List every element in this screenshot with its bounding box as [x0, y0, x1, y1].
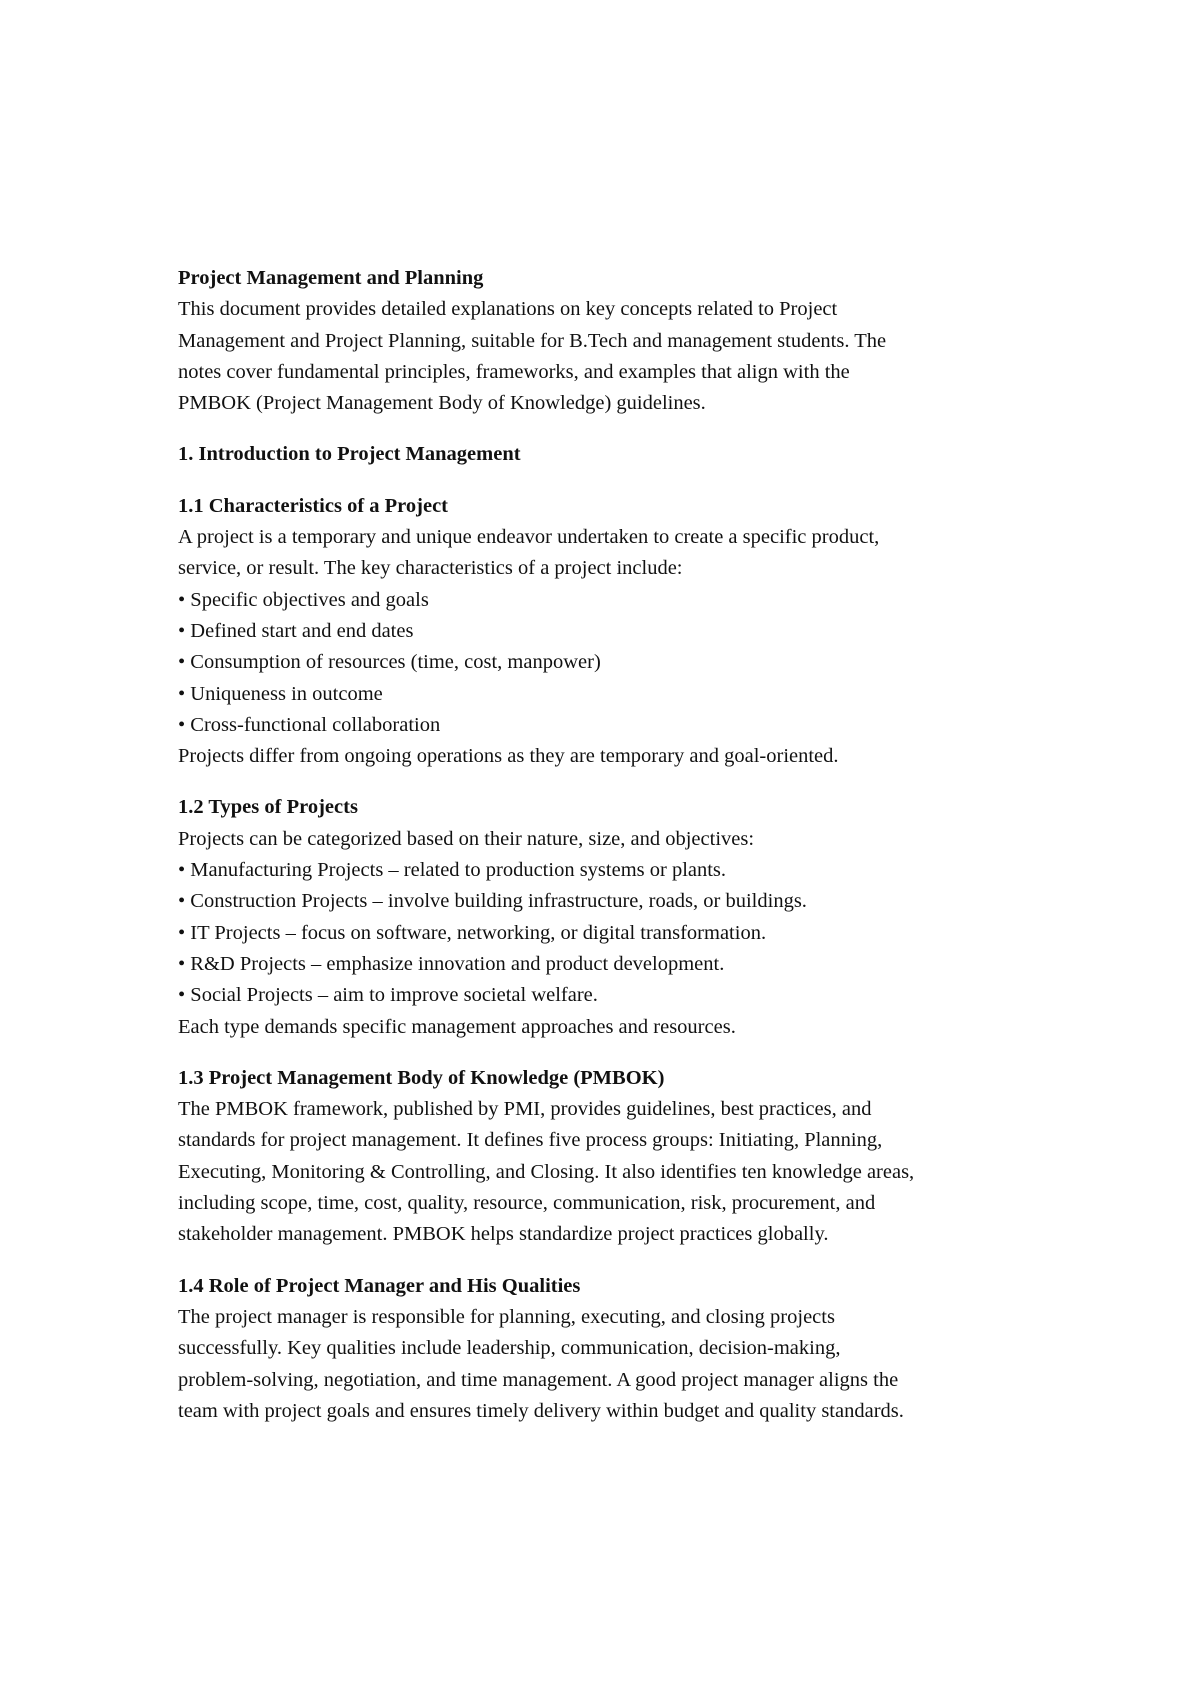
section-1-heading: 1. Introduction to Project Management	[178, 443, 521, 466]
section-1-1-line: Projects differ from ongoing operations as they are temporary and goal-oriented.	[178, 745, 839, 768]
intro-line: This document provides detailed explanations on key concepts related to Project	[178, 298, 838, 321]
bullet-item: • Defined start and end dates	[178, 619, 414, 642]
bullet-item: • Specific objectives and goals	[178, 588, 429, 611]
bullet-item: • Cross-functional collaboration	[178, 713, 441, 736]
section-1-3-line: standards for project management. It defines five process groups: Initiating, Planning,	[178, 1129, 883, 1152]
section-1-3-line: Executing, Monitoring & Controlling, and Closing. It also identifies ten knowledge areas,	[178, 1160, 915, 1183]
section-1-4-heading: 1.4 Role of Project Manager and His Qualities	[178, 1274, 581, 1297]
bullet-item: • Manufacturing Projects – related to production systems or plants.	[178, 859, 727, 882]
section-1-3-line: stakeholder management. PMBOK helps standardize project practices globally.	[178, 1223, 829, 1246]
bullet-item: • Construction Projects – involve building infrastructure, roads, or buildings.	[178, 890, 807, 913]
document-title: Project Management and Planning	[178, 267, 484, 289]
section-1-1-line: service, or result. The key characteristics of a project include:	[178, 557, 683, 580]
section-1-4-line: successfully. Key qualities include leadership, communication, decision-making,	[178, 1337, 841, 1360]
section-1-2-line: Projects can be categorized based on their nature, size, and objectives:	[178, 827, 755, 850]
section-1-3-line: The PMBOK framework, published by PMI, provides guidelines, best practices, and	[178, 1098, 872, 1121]
section-1-4-line: team with project goals and ensures timely delivery within budget and quality standards.	[178, 1399, 904, 1422]
bullet-item: • Social Projects – aim to improve societal welfare.	[178, 984, 598, 1007]
intro-line: Management and Project Planning, suitable for B.Tech and management students. The	[178, 329, 887, 352]
bullet-item: • R&D Projects – emphasize innovation and product development.	[178, 952, 725, 975]
section-1-2-line: Each type demands specific management approaches and resources.	[178, 1015, 736, 1038]
intro-line: PMBOK (Project Management Body of Knowledge) guidelines.	[178, 392, 706, 415]
section-1-1-heading: 1.1 Characteristics of a Project	[178, 494, 449, 517]
bullet-item: • Uniqueness in outcome	[178, 682, 383, 705]
bullet-item: • Consumption of resources (time, cost, manpower)	[178, 651, 601, 674]
intro-line: notes cover fundamental principles, frameworks, and examples that align with the	[178, 360, 850, 383]
section-1-4-line: problem-solving, negotiation, and time management. A good project manager aligns the	[178, 1368, 899, 1391]
section-1-1-line: A project is a temporary and unique endeavor undertaken to create a specific product,	[178, 526, 880, 549]
section-1-2-heading: 1.2 Types of Projects	[178, 796, 358, 819]
section-1-3-line: including scope, time, cost, quality, resource, communication, risk, procurement, and	[178, 1192, 876, 1215]
bullet-item: • IT Projects – focus on software, networking, or digital transformation.	[178, 921, 767, 944]
section-1-3-heading: 1.3 Project Management Body of Knowledge (PMBOK)	[178, 1066, 665, 1089]
section-1-4-line: The project manager is responsible for planning, executing, and closing projects	[178, 1305, 835, 1328]
document-page	[178, 263, 1058, 1427]
